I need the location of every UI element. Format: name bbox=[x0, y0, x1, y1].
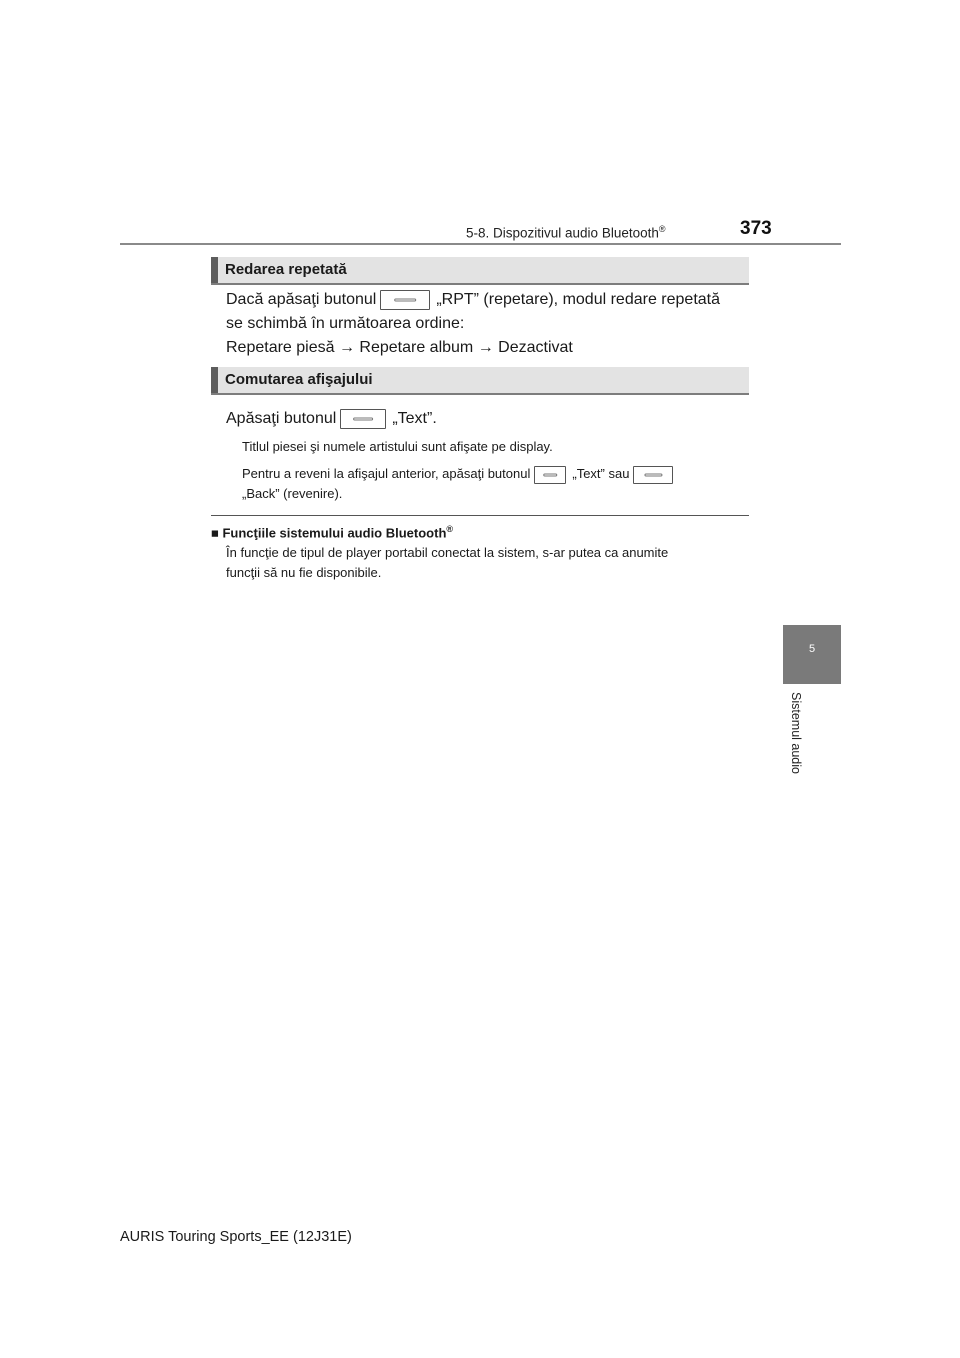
heading-marker bbox=[211, 257, 218, 283]
section-heading-repeat bbox=[211, 257, 749, 285]
heading-text: Comutarea afişajului bbox=[225, 371, 373, 388]
text-button-icon bbox=[534, 466, 566, 484]
section-divider bbox=[211, 515, 749, 516]
display-note-1: Titlul piesei şi numele artistului sunt afişate pe display. bbox=[242, 439, 553, 454]
note-heading: ■ Funcţiile sistemului audio Bluetooth® bbox=[211, 524, 454, 541]
registered-mark: ® bbox=[446, 524, 454, 534]
footer-model: AURIS Touring Sports_EE (12J31E) bbox=[120, 1229, 352, 1245]
back-button-icon bbox=[633, 466, 673, 484]
registered-mark: ® bbox=[658, 224, 666, 234]
text-button-icon bbox=[340, 409, 386, 429]
chapter-number: 5 bbox=[808, 643, 816, 655]
heading-text: Redarea repetată bbox=[225, 261, 347, 278]
page-number: 373 bbox=[740, 218, 772, 239]
section-body-display: Apăsaţi butonul „Text”. bbox=[226, 410, 437, 427]
chapter-tab bbox=[783, 625, 841, 684]
note-text: În funcţie de tipul de player portabil conectat la sistem, s-ar putea ca anumite funcţii să nu fie disponibile. bbox=[226, 545, 669, 580]
chapter-label: Sistemul audio bbox=[789, 692, 803, 774]
section-heading-display bbox=[211, 367, 749, 395]
heading-marker bbox=[211, 367, 218, 393]
section-title: 5-8. Dispozitivul audio Bluetooth® bbox=[466, 224, 666, 241]
square-bullet-icon: ■ bbox=[211, 525, 219, 541]
rpt-button-icon bbox=[380, 290, 430, 310]
section-body-repeat: Dacă apăsaţi butonul „RPT” (repetare), modul redare repetată se schimbă în următoarea ordine: Repetare piesă → Repetare album → Dezactivat bbox=[226, 291, 720, 356]
display-note-2: Pentru a reveni la afişajul anterior, apăsaţi butonul „Text” sau „Back” (revenire). bbox=[242, 464, 762, 504]
header-divider bbox=[120, 243, 841, 245]
